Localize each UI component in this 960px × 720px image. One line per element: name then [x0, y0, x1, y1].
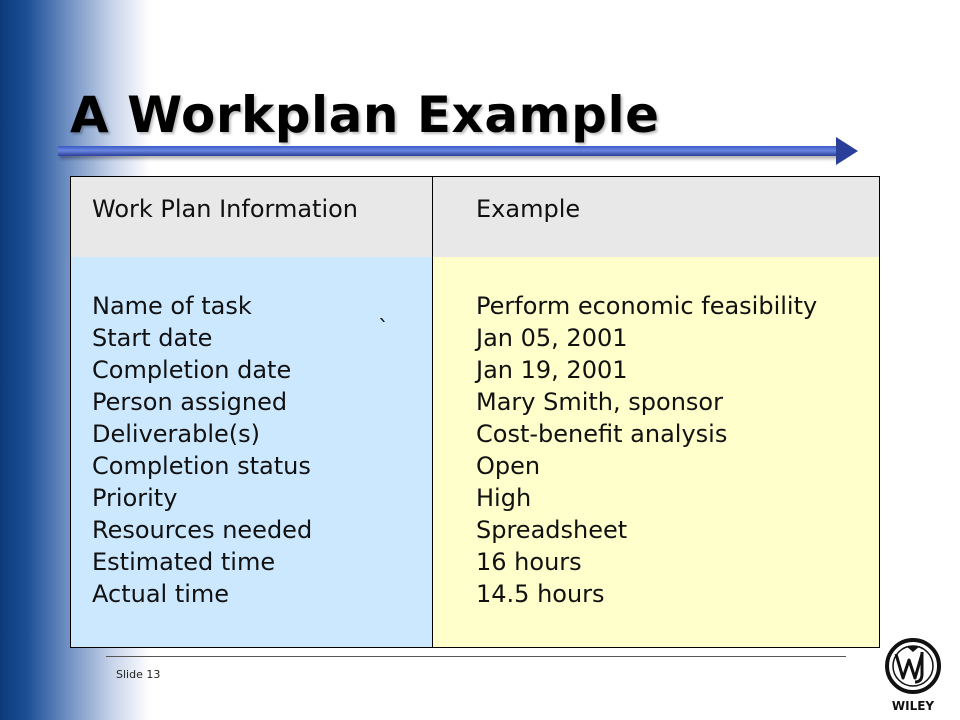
example-value: Jan 19, 2001: [476, 356, 628, 384]
slide-number-value: 13: [146, 668, 161, 681]
example-value: Mary Smith, sponsor: [476, 388, 723, 416]
example-value: Perform economic feasibility: [476, 292, 818, 320]
header-example-label: Example: [476, 195, 581, 223]
wiley-logo-icon: [882, 636, 944, 716]
field-name: Estimated time: [92, 548, 276, 576]
stray-backtick-mark: `: [378, 317, 389, 342]
field-name: Completion status: [92, 452, 311, 480]
slide-label: Slide: [116, 668, 143, 681]
header-cell-info: [71, 177, 433, 257]
slide-number: [116, 668, 160, 681]
field-name: Resources needed: [92, 516, 313, 544]
field-name: Deliverable(s): [92, 420, 261, 448]
example-value: Spreadsheet: [476, 516, 628, 544]
field-name: Completion date: [92, 356, 292, 384]
field-name: Actual time: [92, 580, 230, 608]
field-name: Name of task: [92, 292, 252, 320]
example-column: [433, 257, 879, 647]
title-arrow-icon: [836, 137, 858, 165]
field-list: [92, 290, 312, 610]
field-column: [71, 257, 433, 647]
footer-divider: [106, 656, 846, 657]
example-value: Open: [476, 452, 541, 480]
title-underline-bar: [58, 146, 838, 156]
example-value: High: [476, 484, 532, 512]
example-value: Cost-benefit analysis: [476, 420, 728, 448]
field-name: Person assigned: [92, 388, 288, 416]
header-info-label: Work Plan Information: [92, 195, 359, 223]
workplan-table: [70, 176, 880, 648]
field-name: Start date: [92, 324, 213, 352]
logo-wordmark: WILEY: [891, 699, 935, 713]
slide-title: A Workplan Example: [70, 86, 660, 144]
example-value: Jan 05, 2001: [476, 324, 628, 352]
example-value: 16 hours: [476, 548, 582, 576]
example-list: [476, 290, 817, 610]
header-cell-example: [433, 177, 879, 257]
example-value: 14.5 hours: [476, 580, 605, 608]
field-name: Priority: [92, 484, 178, 512]
